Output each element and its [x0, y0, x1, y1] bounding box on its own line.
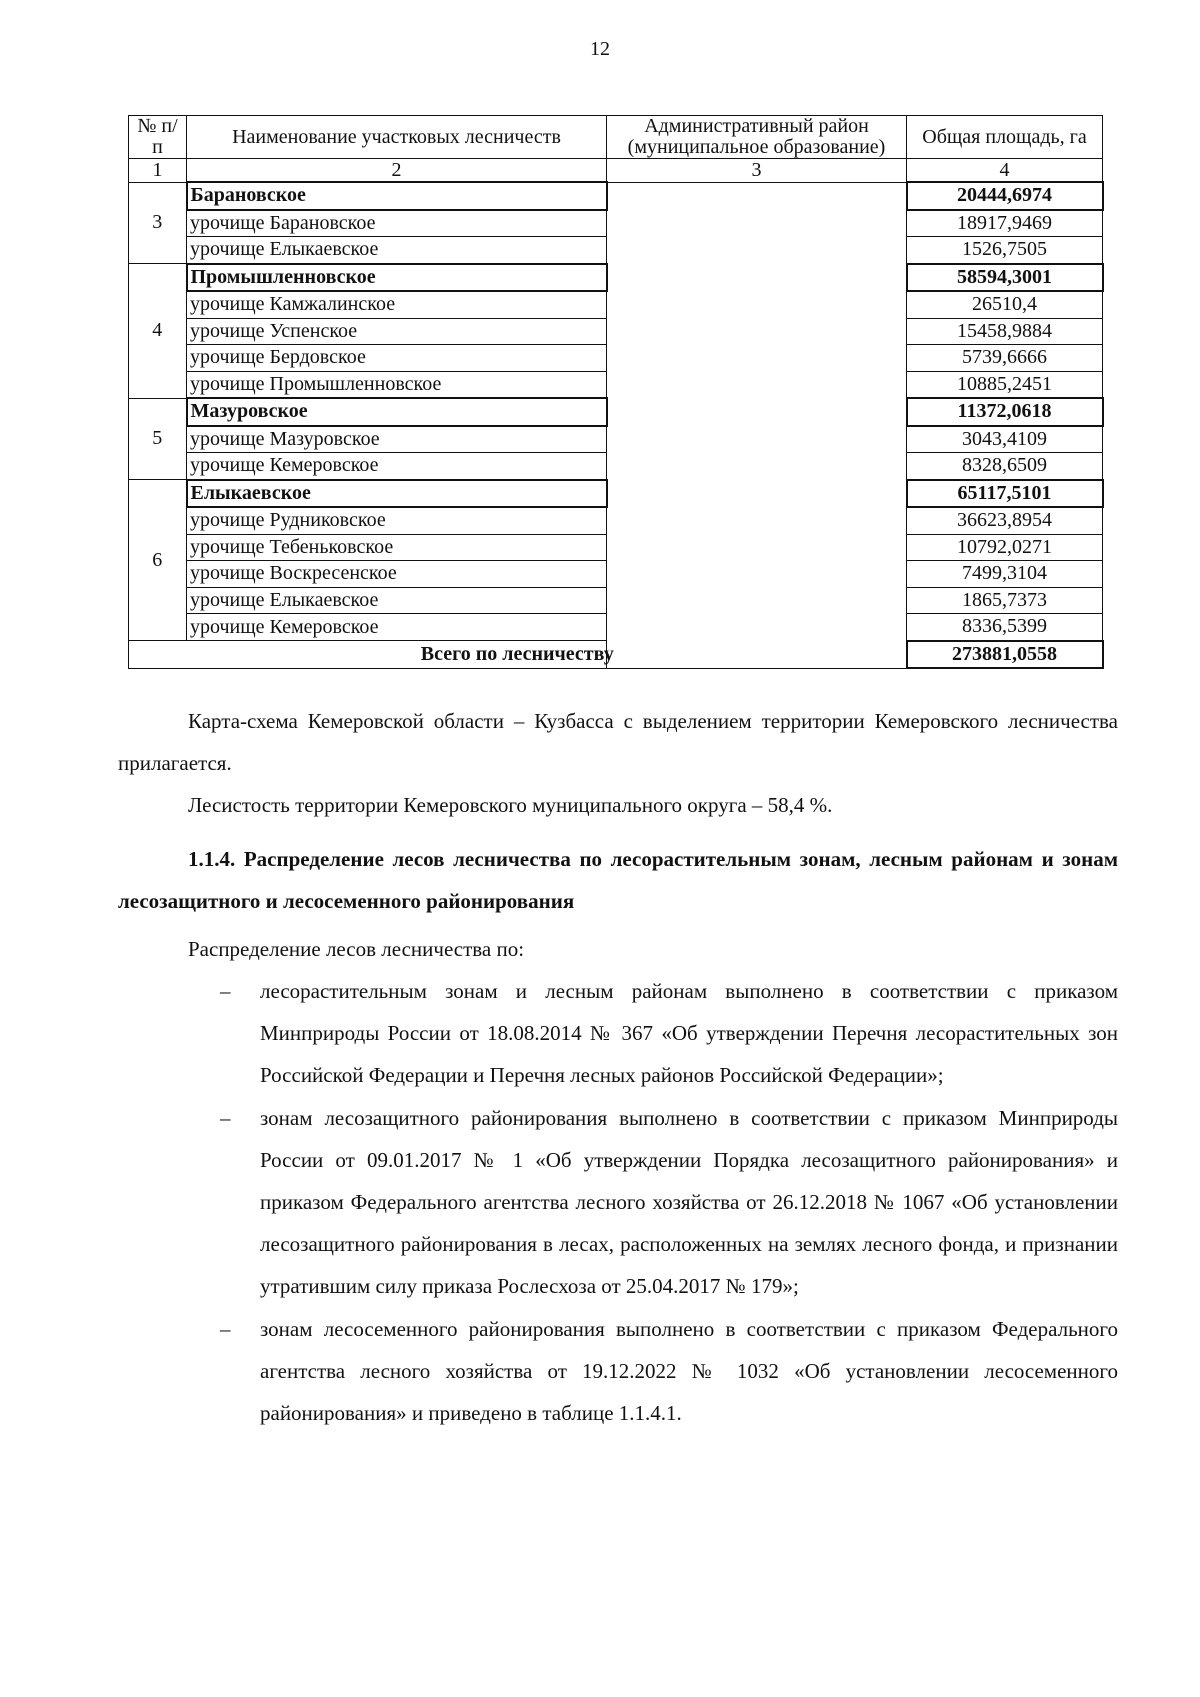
header-district: Административный район (муниципальное образование)	[607, 116, 907, 159]
list-item	[220, 1097, 1118, 1307]
forestry-name: Барановское	[187, 182, 607, 210]
header-number: № п/п	[129, 116, 187, 159]
tract-area: 10792,0271	[907, 534, 1103, 561]
tract-area: 1526,7505	[907, 237, 1103, 264]
forestry-name: Промышленновское	[187, 264, 607, 292]
paragraph-forest-cover: Лесистость территории Кемеровского муниципального округа – 58,4 %.	[188, 793, 833, 817]
header-name: Наименование участковых лесничеств	[187, 116, 607, 159]
group-number: 6	[129, 480, 187, 641]
group-number: 4	[129, 264, 187, 399]
tract-area: 1865,7373	[907, 587, 1103, 614]
list-item-text: зонам лесосеменного районирования выполнено в соответствии с приказом Федерального агентства лесного хозяйства от 19.12.2022 № 1032 «Об установлении лесосеменного районирования» и приведено в таблице 1.1.4.1.	[260, 1317, 1118, 1425]
tract-area: 8336,5399	[907, 614, 1103, 641]
tract-name: урочище Успенское	[187, 318, 607, 345]
forestry-name: Мазуровское	[187, 398, 607, 426]
index-cell: 2	[187, 159, 607, 183]
index-cell: 4	[907, 159, 1103, 183]
dash-marker: –	[220, 979, 231, 1003]
tract-name: урочище Мазуровское	[187, 426, 607, 453]
tract-name: урочище Промышленновское	[187, 371, 607, 398]
forestry-area-table	[128, 115, 1104, 669]
district-cell	[607, 182, 907, 668]
tract-name: урочище Кемеровское	[187, 453, 607, 480]
tract-name: урочище Воскресенское	[187, 561, 607, 588]
group-number: 3	[129, 182, 187, 264]
paragraph-map: Карта-схема Кемеровской области – Кузбасса с выделением территории Кемеровского лесничества прилагается.	[118, 709, 1118, 775]
tract-name: урочище Барановское	[187, 210, 607, 237]
tract-name: урочище Камжалинское	[187, 291, 607, 318]
tract-name: урочище Тебеньковское	[187, 534, 607, 561]
total-label: Всего по лесничеству	[129, 641, 907, 669]
tract-area: 10885,2451	[907, 371, 1103, 398]
forestry-area: 20444,6974	[907, 182, 1103, 210]
dash-marker: –	[220, 1106, 231, 1130]
tract-area: 3043,4109	[907, 426, 1103, 453]
group-number: 5	[129, 398, 187, 480]
index-cell: 3	[607, 159, 907, 183]
tract-name: урочище Елыкаевское	[187, 237, 607, 264]
list-item-text: лесорастительным зонам и лесным районам выполнено в соответствии с приказом Минприроды России от 18.08.2014 № 367 «Об утверждении Перечня лесорастительных зон Российской Федерации и Перечня лесных районов Российской Федерации»;	[260, 979, 1118, 1087]
tract-name: урочище Бердовское	[187, 345, 607, 372]
tract-area: 18917,9469	[907, 210, 1103, 237]
tract-area: 7499,3104	[907, 561, 1103, 588]
total-area: 273881,0558	[907, 641, 1103, 669]
tract-area: 26510,4	[907, 291, 1103, 318]
section-heading: 1.1.4. Распределение лесов лесничества по лесорастительным зонам, лесным районам и зонам лесозащитного и лесосеменного районирования	[118, 847, 1118, 913]
distribution-list	[0, 970, 1200, 1434]
tract-area: 15458,9884	[907, 318, 1103, 345]
tract-name: урочище Кемеровское	[187, 614, 607, 641]
page-number: 12	[590, 38, 610, 60]
dash-marker: –	[220, 1317, 231, 1341]
forestry-area: 65117,5101	[907, 480, 1103, 508]
tract-name: урочище Елыкаевское	[187, 587, 607, 614]
list-item	[220, 970, 1118, 1096]
header-area: Общая площадь, га	[907, 116, 1103, 159]
forestry-name: Елыкаевское	[187, 480, 607, 508]
total-row	[129, 641, 1103, 669]
tract-name: урочище Рудниковское	[187, 507, 607, 534]
forestry-area: 58594,3001	[907, 264, 1103, 292]
tract-area: 5739,6666	[907, 345, 1103, 372]
index-cell: 1	[129, 159, 187, 183]
tract-area: 8328,6509	[907, 453, 1103, 480]
paragraph-intro: Распределение лесов лесничества по:	[188, 937, 525, 961]
tract-area: 36623,8954	[907, 507, 1103, 534]
table-row	[129, 182, 1103, 210]
list-item-text: зонам лесозащитного районирования выполнено в соответствии с приказом Минприроды России от 09.01.2017 № 1 «Об утверждении Порядка лесозащитного районирования» и приказом Федерального агентства лесного хозяйства от 26.12.2018 № 1067 «Об установлении лесозащитного районирования в лесах, расположенных на землях лесного фонда, и признании утратившим силу приказа Рослесхоза от 25.04.2017 № 179»;	[260, 1106, 1118, 1298]
list-item	[220, 1308, 1118, 1434]
forestry-area: 11372,0618	[907, 398, 1103, 426]
